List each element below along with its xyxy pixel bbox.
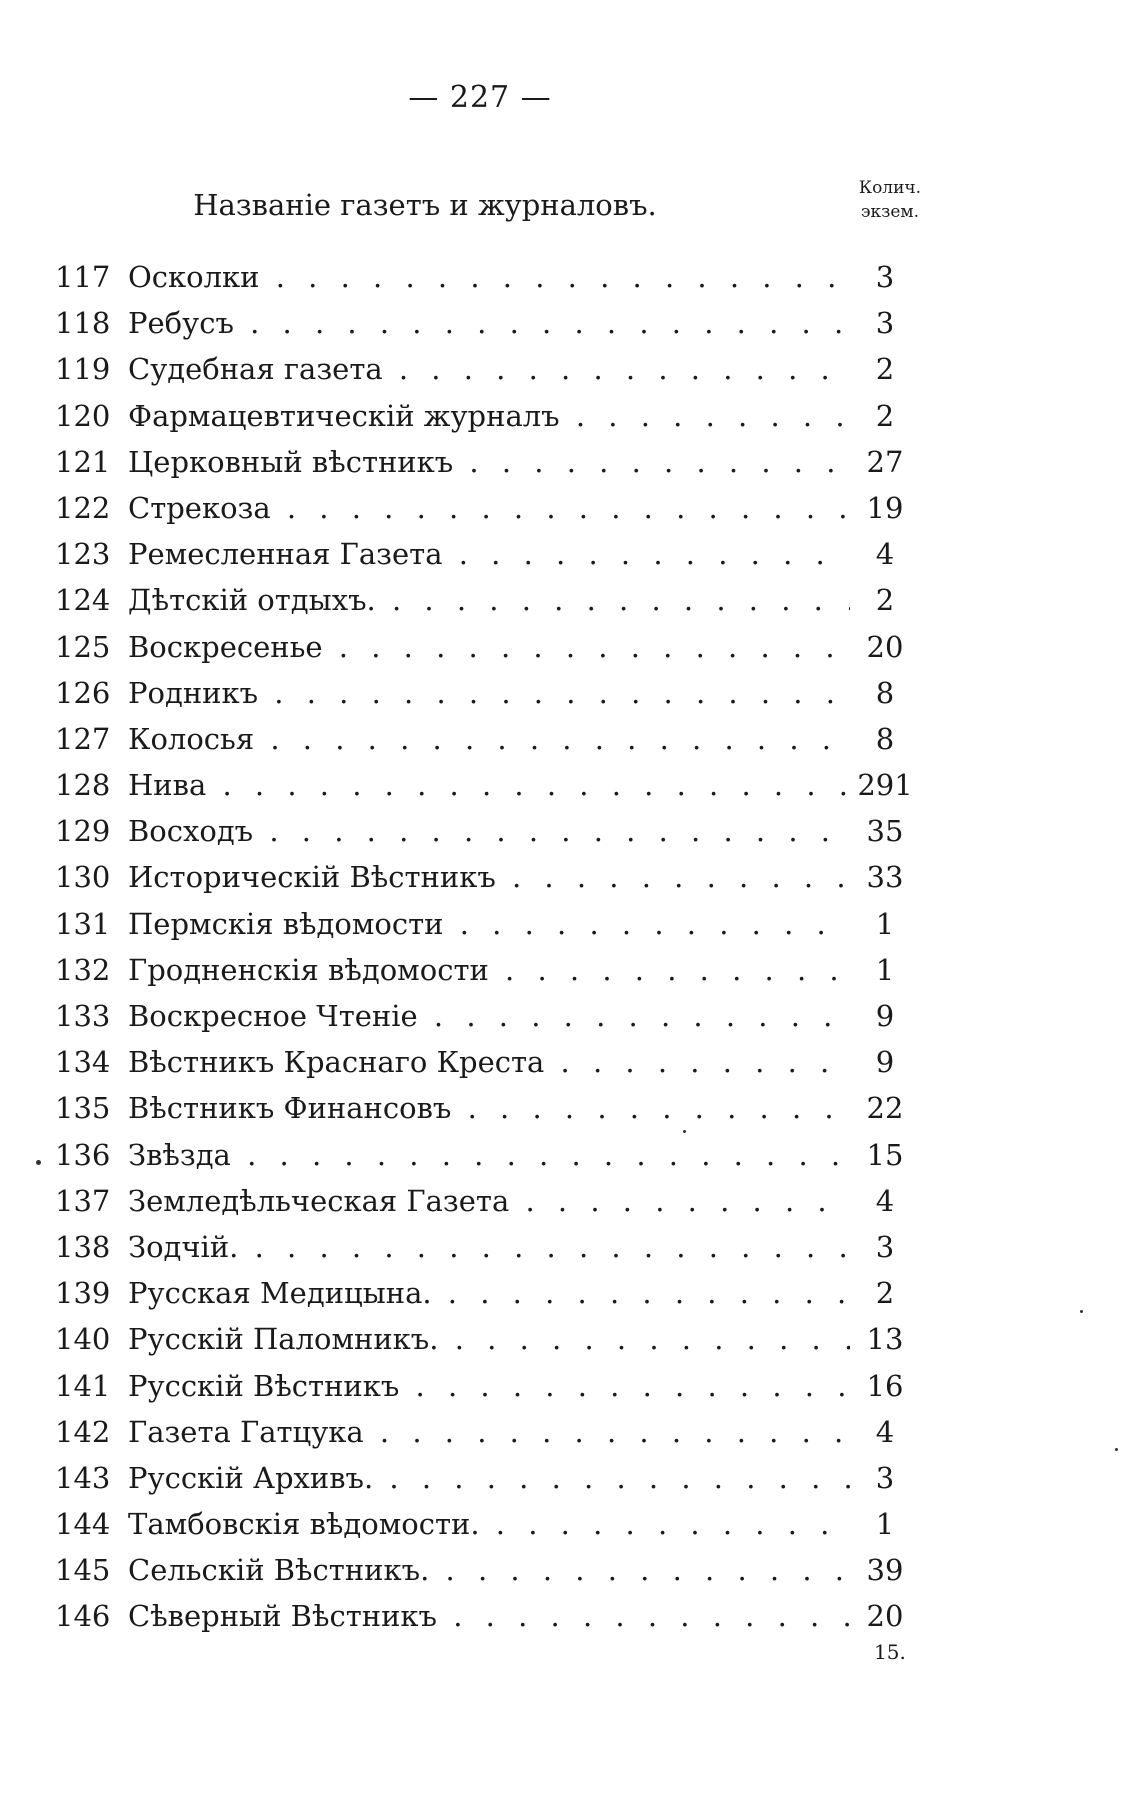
entry-title: Тамбовскія вѣдомости. xyxy=(128,1507,480,1542)
entry-title: Русская Медицына. xyxy=(128,1276,432,1311)
ink-speck xyxy=(36,1160,41,1165)
entry-number: 137 xyxy=(55,1183,111,1218)
entry-title: Звѣзда xyxy=(128,1137,231,1172)
entry-number: 141 xyxy=(55,1368,111,1403)
list-item xyxy=(0,947,1140,993)
entry-title: Воскресное Чтеніе xyxy=(128,999,418,1033)
entry-number: 119 xyxy=(55,352,111,387)
entry-quantity: 1 xyxy=(850,901,920,947)
ink-speck xyxy=(1080,1310,1083,1313)
entry-number: 146 xyxy=(55,1599,111,1634)
list-item xyxy=(0,808,1140,854)
entry-number: 139 xyxy=(55,1276,111,1311)
entry-number: 123 xyxy=(55,537,111,572)
entry-quantity: 8 xyxy=(850,670,920,716)
list-item xyxy=(0,1039,1140,1085)
entry-quantity: 20 xyxy=(850,1593,920,1639)
list-item xyxy=(0,1270,1140,1316)
entry-title: Восходъ xyxy=(128,814,254,849)
list-item xyxy=(0,1132,1140,1178)
entry-title: Родникъ xyxy=(128,675,259,710)
list-item xyxy=(0,393,1140,439)
ink-speck xyxy=(683,1130,686,1133)
list-item xyxy=(0,716,1140,762)
entry-number: 121 xyxy=(55,444,111,479)
entry-quantity: 3 xyxy=(850,1455,920,1501)
list-item xyxy=(0,1409,1140,1455)
entry-title: Церковный вѣстникъ xyxy=(128,444,454,479)
list-item xyxy=(0,1224,1140,1270)
printer-signature-mark: 15. xyxy=(874,1640,906,1664)
entry-quantity: 2 xyxy=(850,346,920,392)
entry-quantity: 16 xyxy=(850,1363,920,1409)
list-item xyxy=(0,1363,1140,1409)
page-number: — 227 — xyxy=(408,80,552,115)
entry-number: 124 xyxy=(55,583,111,618)
entry-number: 135 xyxy=(55,1091,111,1126)
entry-quantity: 1 xyxy=(850,947,920,993)
ink-speck xyxy=(1115,1448,1118,1451)
list-item xyxy=(0,439,1140,485)
entry-number: 144 xyxy=(55,1507,111,1542)
entry-title: Русскій Вѣстникъ xyxy=(128,1368,400,1403)
entry-quantity: 2 xyxy=(850,1270,920,1316)
entry-title: Историческій Вѣстникъ xyxy=(128,860,496,895)
entry-number: 117 xyxy=(55,260,111,294)
entry-quantity: 2 xyxy=(850,577,920,623)
entry-quantity: 19 xyxy=(850,485,920,531)
list-item xyxy=(0,485,1140,531)
entry-number: 122 xyxy=(55,490,111,525)
entry-quantity: 22 xyxy=(850,1085,920,1131)
entry-quantity: 33 xyxy=(850,854,920,900)
entry-number: 131 xyxy=(55,906,111,941)
entry-title: Гродненскія вѣдомости xyxy=(128,952,489,987)
entry-title: Стрекоза xyxy=(128,490,271,525)
entry-number: 128 xyxy=(55,768,111,803)
list-item xyxy=(0,993,1140,1039)
entry-title: Газета Гатцука xyxy=(128,1414,364,1449)
entry-quantity: 2 xyxy=(850,393,920,439)
entry-title: Земледѣльческая Газета xyxy=(128,1183,510,1218)
entry-number: 125 xyxy=(55,629,111,664)
list-item xyxy=(0,1316,1140,1362)
entry-quantity: 4 xyxy=(850,1178,920,1224)
list-item xyxy=(0,901,1140,947)
entry-number: 118 xyxy=(55,306,111,341)
list-item xyxy=(0,300,1140,346)
entry-quantity: 3 xyxy=(850,1224,920,1270)
entry-number: 134 xyxy=(55,1045,111,1080)
entry-number: 142 xyxy=(55,1414,111,1449)
list-item xyxy=(0,1547,1140,1593)
list-item xyxy=(0,1593,1140,1639)
entry-quantity: 8 xyxy=(850,716,920,762)
entry-title: Воскресенье xyxy=(128,629,323,664)
entry-quantity: 39 xyxy=(850,1547,920,1593)
entry-title: Сельскій Вѣстникъ. xyxy=(128,1553,430,1588)
entry-number: 145 xyxy=(55,1553,111,1588)
entry-number: 127 xyxy=(55,721,111,756)
entry-quantity: 3 xyxy=(850,254,920,300)
entry-number: 138 xyxy=(55,1229,111,1264)
entry-title: Сѣверный Вѣстникъ xyxy=(128,1599,438,1634)
entry-title: Нива xyxy=(128,768,207,803)
column-header-quantity xyxy=(840,176,940,224)
list-item xyxy=(0,762,1140,808)
entry-number: 136 xyxy=(55,1137,111,1172)
list-item xyxy=(0,670,1140,716)
entry-title: Вѣстникъ Краснаго Креста xyxy=(128,1045,545,1080)
entry-number: 129 xyxy=(55,814,111,849)
entry-quantity: 20 xyxy=(850,624,920,670)
entry-title: Зодчій. xyxy=(128,1229,239,1264)
list-item xyxy=(0,1455,1140,1501)
entry-quantity: 4 xyxy=(850,1409,920,1455)
entry-title: Фармацевтическій журналъ xyxy=(128,398,560,433)
entry-title: Пермскія вѣдомости xyxy=(128,906,444,941)
entry-quantity: 9 xyxy=(850,993,920,1039)
entry-title: Ребусъ xyxy=(128,306,234,341)
entry-number: 120 xyxy=(55,398,111,433)
list-item xyxy=(0,1085,1140,1131)
entry-title: Дѣтскій отдыхъ. xyxy=(128,583,376,618)
list-item xyxy=(0,854,1140,900)
entry-quantity: 15 xyxy=(850,1132,920,1178)
entry-title: Вѣстникъ Финансовъ xyxy=(128,1091,452,1126)
column-header-title: Названіе газетъ и журналовъ. xyxy=(193,188,657,222)
entry-title: Ремесленная Газета xyxy=(128,537,443,572)
quantity-label-line1: Колич. xyxy=(858,178,922,198)
entry-number: 130 xyxy=(55,860,111,895)
entry-number: 133 xyxy=(55,999,111,1033)
entry-quantity: 1 xyxy=(850,1501,920,1547)
entry-quantity: 291 xyxy=(850,762,920,808)
entry-title: Русскій Паломникъ. xyxy=(128,1322,439,1357)
entry-number: 143 xyxy=(55,1460,111,1495)
list-item xyxy=(0,1501,1140,1547)
entry-number: 132 xyxy=(55,952,111,987)
entry-title: Судебная газета xyxy=(128,352,383,387)
entry-quantity: 9 xyxy=(850,1039,920,1085)
entry-quantity: 13 xyxy=(850,1316,920,1362)
list-item xyxy=(0,531,1140,577)
entry-title: Колосья xyxy=(128,721,255,756)
entry-quantity: 27 xyxy=(850,439,920,485)
list-item xyxy=(0,346,1140,392)
list-item xyxy=(0,577,1140,623)
quantity-label-line2: экзем. xyxy=(860,202,920,222)
entry-title: Русскій Архивъ. xyxy=(128,1460,374,1495)
entry-number: 140 xyxy=(55,1322,111,1357)
list-item xyxy=(0,254,1140,300)
periodicals-list xyxy=(0,254,1140,1640)
entry-quantity: 35 xyxy=(850,808,920,854)
list-item xyxy=(0,1178,1140,1224)
list-item xyxy=(0,624,1140,670)
entry-number: 126 xyxy=(55,675,111,710)
entry-quantity: 4 xyxy=(850,531,920,577)
entry-quantity: 3 xyxy=(850,300,920,346)
entry-title: Осколки xyxy=(128,260,260,294)
